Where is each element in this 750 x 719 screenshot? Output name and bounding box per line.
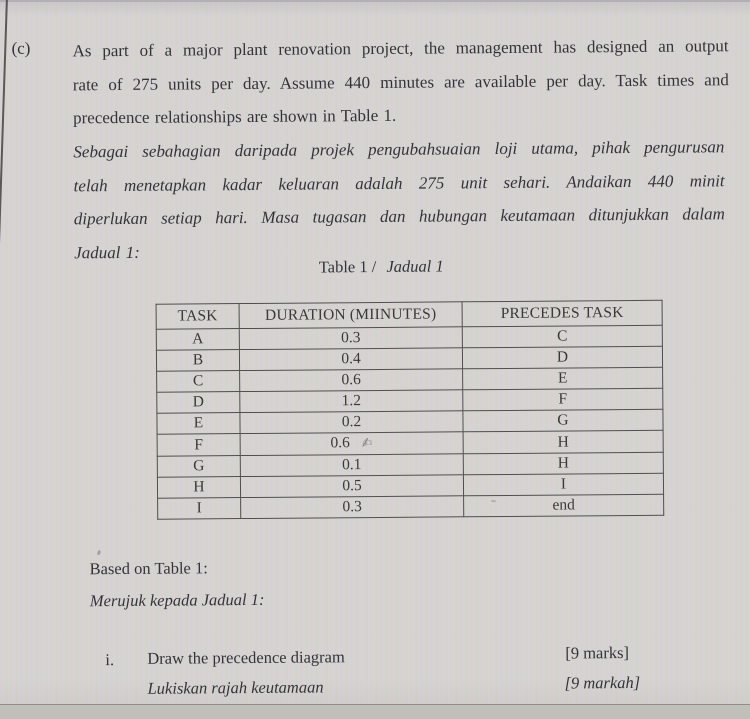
cell-task: E	[157, 413, 240, 435]
cell-precedes: I	[463, 473, 663, 496]
scan-bottom-edge	[0, 704, 750, 719]
question-i-text-english: Draw the precedence diagram	[147, 647, 345, 668]
question-part-label: (c)	[11, 38, 31, 58]
paragraph-english-line: rate of 275 units per day. Assume 440 minutes are available per day. Task times and	[72, 69, 729, 94]
cell-duration-value: 0.6	[330, 434, 350, 452]
table-row	[158, 494, 664, 519]
based-on-table-malay: Merujuk kepada Jadual 1:	[89, 589, 265, 611]
column-header-task: TASK	[156, 304, 239, 330]
cell-precedes: end	[464, 494, 664, 517]
cell-duration: 0.1	[240, 454, 463, 477]
table-header-row	[156, 300, 662, 329]
cell-duration: 0.6	[240, 369, 463, 392]
table-caption-english: Table 1 /	[318, 256, 377, 277]
cell-precedes: G	[463, 409, 663, 432]
question-i-marks-malay: [9 markah]	[564, 672, 641, 693]
question-i-text-malay: Lukiskan rajah keutamaan	[147, 677, 324, 698]
hand-cursor-mark-icon: ✍	[360, 435, 375, 453]
cell-task: I	[158, 498, 241, 520]
cell-task: A	[156, 329, 239, 351]
paragraph-malay-line: telah menetapkan kadar keluaran adalah 275 unit sehari. Andaikan 440 minit	[73, 170, 725, 195]
cell-task: H	[157, 477, 240, 499]
cell-precedes: D	[462, 346, 662, 369]
cell-duration: 0.3	[239, 327, 462, 350]
cell-duration: 0.2	[240, 411, 463, 434]
cell-task: C	[157, 371, 240, 393]
column-header-duration: DURATION (MIINUTES)	[239, 302, 462, 329]
table-caption	[129, 255, 633, 279]
cell-task: B	[156, 350, 239, 372]
cell-task: F	[157, 434, 240, 457]
cell-duration: 1.2	[240, 390, 463, 413]
scan-speck	[97, 550, 101, 556]
paragraph-english-line: As part of a major plant renovation project, the management has designed an output	[72, 36, 729, 61]
paragraph-malay-line: Sebagai sebahagian daripada projek pengubahsuaian loji utama, pihak pengurusan	[73, 137, 725, 162]
task-precedence-table	[156, 300, 665, 520]
paragraph-english	[72, 29, 729, 135]
scan-speck	[491, 500, 496, 502]
table-caption-malay: Jadual 1	[386, 256, 444, 276]
cell-duration: 0.5	[240, 475, 463, 498]
paragraph-malay-line: Jadual 1:	[74, 242, 140, 263]
cell-precedes: C	[462, 325, 662, 348]
question-i-marks-english: [9 marks]	[565, 643, 630, 663]
cell-duration: 0.3	[241, 496, 464, 519]
cell-duration: 0.4	[239, 348, 462, 371]
column-header-precedes: PRECEDES TASK	[462, 300, 662, 327]
cell-precedes: H	[463, 452, 663, 475]
paragraph-malay	[73, 130, 725, 269]
cell-precedes: E	[463, 367, 663, 390]
question-i-number: i.	[105, 650, 115, 670]
cell-precedes: H	[463, 430, 663, 454]
paragraph-malay-line: diperlukan setiap hari. Masa tugasan dan hubungan keutamaan ditunjukkan dalam	[73, 204, 725, 229]
based-on-table-english: Based on Table 1:	[89, 558, 208, 579]
cell-duration	[240, 432, 463, 456]
cell-precedes: F	[463, 388, 663, 411]
cell-task: D	[157, 392, 240, 414]
paragraph-english-line: precedence relationships are shown in Table 1.	[73, 106, 397, 128]
cell-task: G	[157, 456, 240, 478]
